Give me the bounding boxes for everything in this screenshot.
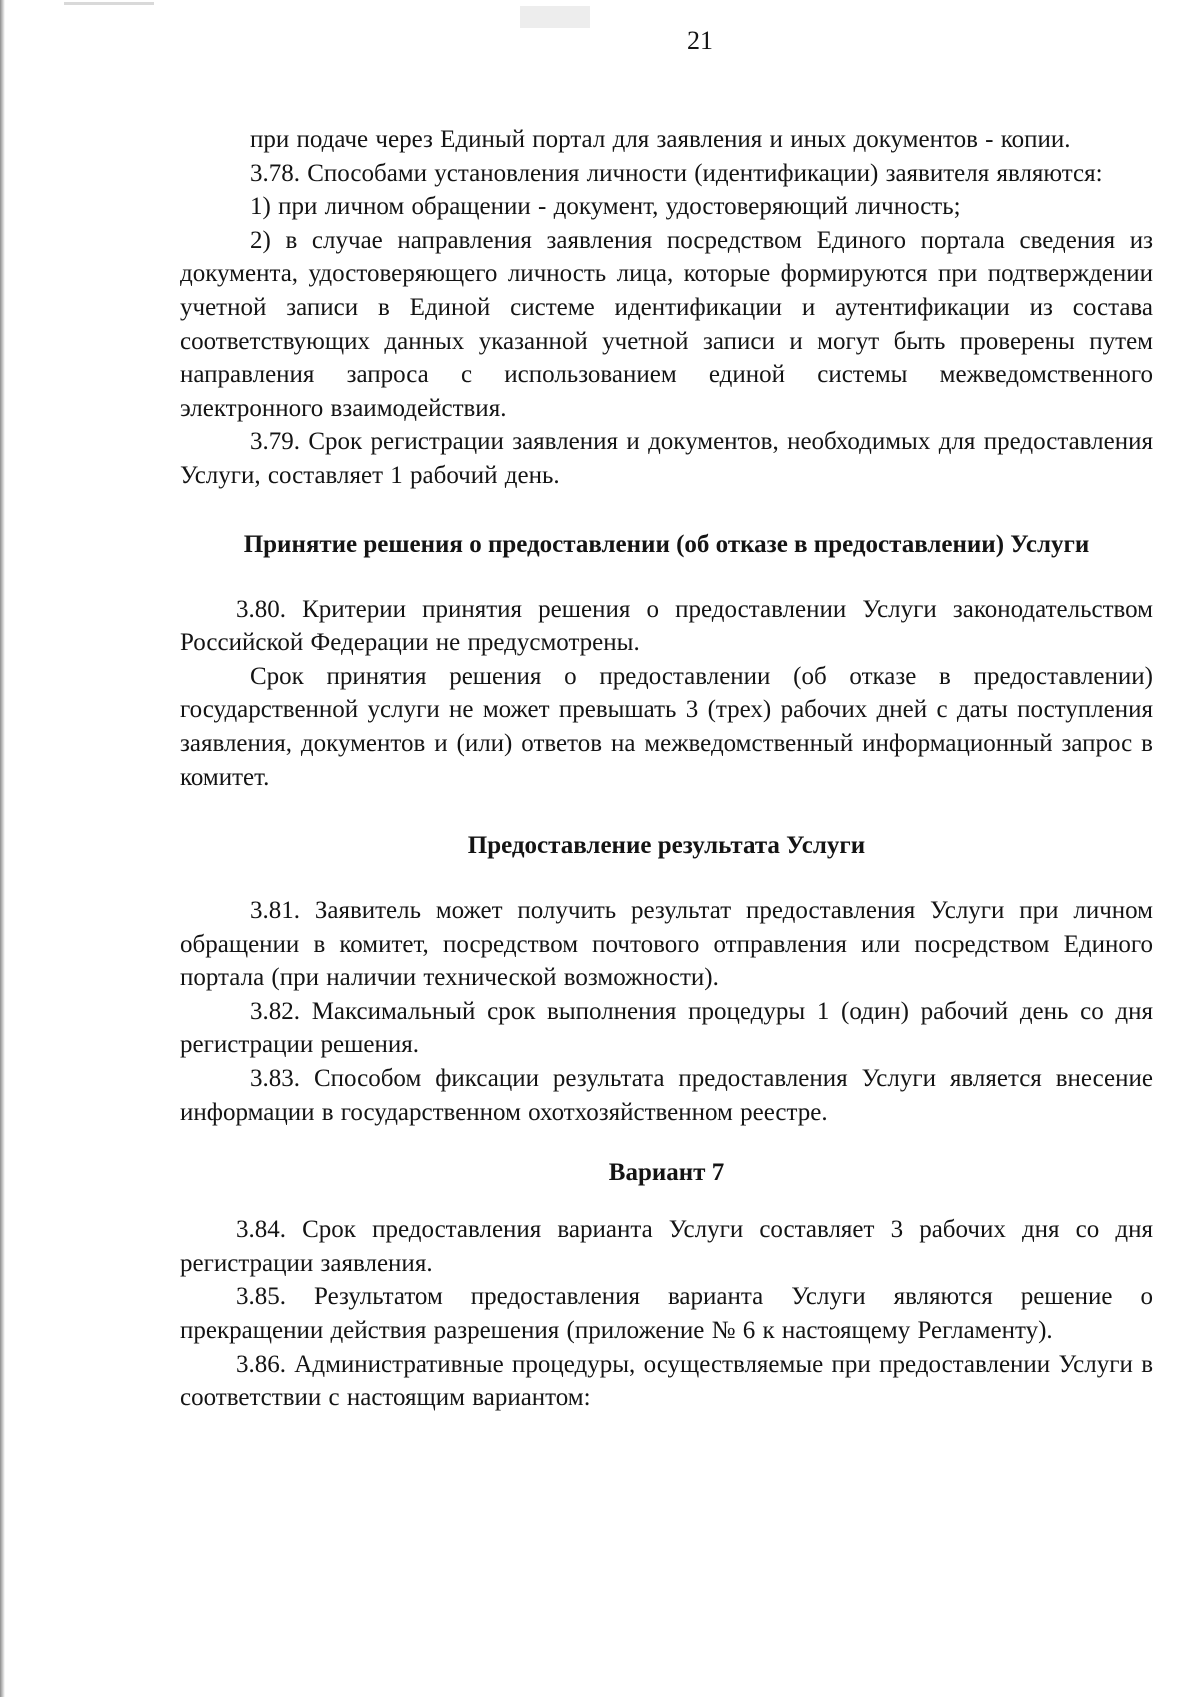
paragraph-3-78: 3.78. Способами установления личности (идентификации) заявителя являются:: [250, 159, 1103, 187]
paragraph-decision-term: Срок принятия решения о предоставлении (об отказе в предоставлении) государственной услуги не может превышать 3 (трех) рабочих дней с даты поступления заявления, документов и (или) ответов на межведомственный информационный запрос в комитет.: [180, 662, 1153, 791]
paragraph-3-80: 3.80. Критерии принятия решения о предоставлении Услуги законодательством Российской Федерации не предусмотрены.: [180, 595, 1153, 657]
paragraph-3-85: 3.85. Результатом предоставления варианта Услуги являются решение о прекращении действия разрешения (приложение № 6 к настоящему Регламенту).: [180, 1283, 1153, 1345]
section-heading-variant-7: Вариант 7: [608, 1159, 725, 1187]
paragraph-3-79: 3.79. Срок регистрации заявления и документов, необходимых для предоставления Услуги, составляет 1 рабочий день.: [180, 428, 1153, 489]
paragraph-3-83: 3.83. Способом фиксации результата предоставления Услуги является внесение информации в государственном охотхозяйственном реестре.: [180, 1065, 1153, 1126]
page-number: 21: [687, 26, 713, 55]
document-body: [180, 123, 1153, 1415]
section-heading-decision: Принятие решения о предоставлении (об отказе в предоставлении) Услуги: [243, 530, 1090, 558]
scan-noise: [520, 6, 590, 28]
section-heading-result: Предоставление результата Услуги: [467, 832, 866, 860]
paragraph-copies: при подаче через Единый портал для заявления и иных документов - копии.: [250, 126, 1071, 153]
paragraph-3-81: 3.81. Заявитель может получить результат предоставления Услуги при личном обращении в комитет, посредством почтового отправления или посредством Единого портала (при наличии технической возможности).: [180, 897, 1153, 992]
paragraph-3-82: 3.82. Максимальный срок выполнения процедуры 1 (один) рабочий день со дня регистрации решения.: [180, 997, 1153, 1059]
scan-noise: [64, 2, 154, 5]
list-item-1: 1) при личном обращении - документ, удостоверяющий личность;: [250, 193, 961, 221]
paragraph-3-84: 3.84. Срок предоставления варианта Услуги составляет 3 рабочих дня со дня регистрации заявления.: [180, 1216, 1153, 1277]
list-item-2: 2) в случае направления заявления посредством Единого портала сведения из документа, удостоверяющего личность лица, которые формируются при подтверждении учетной записи в Единой системе идентификации и аутентификации из состава соответствующих данных указанной учетной записи и могут быть проверены путем направления запроса с использованием единой системы межведомственного электронного взаимодействия.: [180, 226, 1153, 422]
paragraph-3-86: 3.86. Административные процедуры, осуществляемые при предоставлении Услуги в соответствии с настоящим вариантом:: [180, 1350, 1153, 1412]
scan-edge: [0, 0, 5, 1697]
